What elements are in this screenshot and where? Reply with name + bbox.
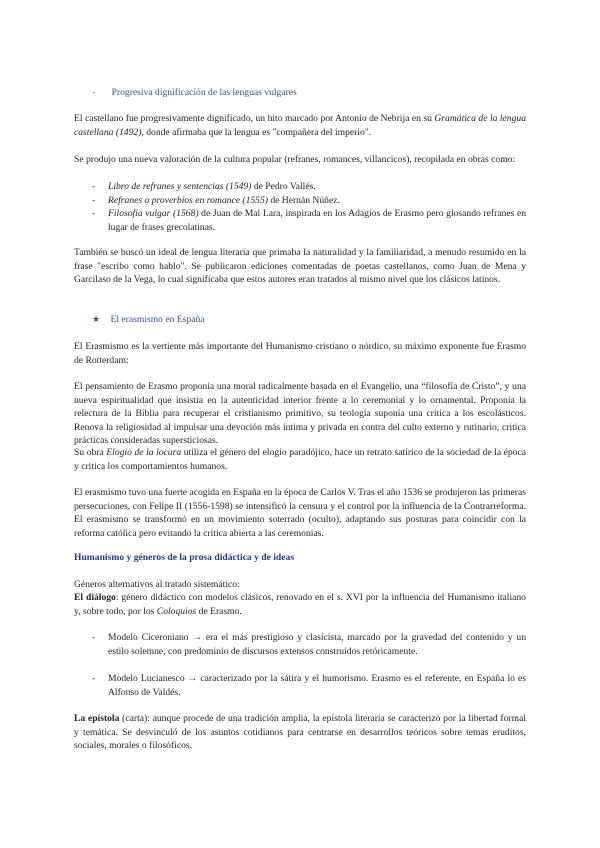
paragraph-epistola: La epístola (carta): aunque procede de una tradición amplia, la epístola literaria se caracterizó por la libertad formal y temática. Se desvinculó de los asuntos cotidianos para centrarse en desarrollos teóricos sobre temas eruditos, sociales, morales o filosóficos.	[74, 713, 526, 752]
star-bullet-icon: ★	[92, 315, 101, 325]
paragraph-elogio-locura: Su obra Elogio de la locura utiliza el género del elogio paradójico, hace un retrato satírico de la sociedad de la época y critica los comportamientos humanos.	[74, 447, 527, 472]
list-item: - Modelo Lucianesco → caracterizado por la sátira y el humorismo. Erasmo es el referente, en España lo es Alfonso de Valdés.	[92, 673, 526, 698]
paragraph-nebrija: El castellano fue progresivamente dignificado, un hito marcado por Antonio de Nebrija en su Gramática de la lengua castellana (1492), donde afirmaba que la lengua es "compañera del imperio".	[74, 113, 526, 138]
list-item: - Filosofía vulgar (1568) de Juan de Mal Lara, inspirada en los Adagios de Erasmo pero glosando refranes en lugar de frases grecolatinas.	[92, 208, 527, 233]
paragraph-erasmismo-intro: El Erasmismo es la vertiente más importante del Humanismo cristiano o nórdico, su máximo exponente fue Erasmo de Rotterdam:	[74, 341, 526, 366]
paragraph-dialogo: El diálogo: género didáctico con modelos clásicos, renovado en el s. XVI por la influencia del Humanismo italiano y, sobre todo, por los Coloquios de Erasmo.	[74, 592, 526, 617]
list-modelos	[92, 631, 526, 699]
list-item: - Modelo Ciceroniano → era el más prestigioso y clasicista, marcado por la gravedad del contenido y un estilo solemne, con predominio de discursos extensos construidos retóricamente.	[92, 632, 526, 657]
heading-dignificacion: - Progresiva dignificación de las lenguas vulgares	[92, 87, 297, 98]
list-obras	[92, 180, 526, 234]
list-item: - Libro de refranes y sentencias (1549) de Pedro Vallés.	[92, 181, 316, 192]
paragraph-acogida-espana: El erasmismo tuvo una fuerte acogida en España en la época de Carlos V. Tras el año 1536 se produjeron las primeras persecuciones, con Felipe II (1556-1598) se intensificó la censura y el control por la influencia de la Contrarreforma. El erasmismo se transformó en un movimiento soterrado (oculto), adaptando sus posturas para coincidir con la reforma católica pero evitando la crítica abierta a las ceremonias.	[74, 487, 526, 539]
paragraph-lengua-literaria: También se buscó un ideal de lengua literaria que primaba la naturalidad y la familiaridad, a menudo resumido en la frase "escribo como hablo". Se publicaron ediciones comentadas de poetas castellanos, como Juan de Mena y Garcilaso de la Vega, lo cual significaba que estos autores eran tratados al mismo nivel que los clásicos latinos.	[74, 247, 526, 286]
heading-generos-prosa: Humanismo y géneros de la prosa didáctica y de ideas	[74, 552, 295, 563]
paragraph-generos-alternativos: Géneros alternativos al tratado sistemático:	[74, 579, 240, 590]
paragraph-cultura-popular: Se produjo una nueva valoración de la cultura popular (refranes, romances, villancicos), recopilada en obras como:	[74, 154, 516, 165]
list-item: - Refranes o proverbios en romance (1555) de Hernán Núñez.	[92, 194, 340, 206]
paragraph-pensamiento-erasmo: El pensamiento de Erasmo proponía una moral radicalmente basada en el Evangelio, una “filosofía de Cristo”, y una nueva espiritualidad que insistía en la autenticidad interior frente a lo ceremonial y lo ornamental. Proponía la relectura de la Biblia para recuperar el cristianismo primitivo, su teología suponía una crítica a los escolásticos. Renova la religiosidad al impulsar una devoción más íntima y privada en contra del culto externo y rutinario, critica prácticas consideradas supersticiosas.	[74, 381, 526, 447]
heading-erasmismo: ★ El erasmismo en España	[92, 314, 205, 325]
